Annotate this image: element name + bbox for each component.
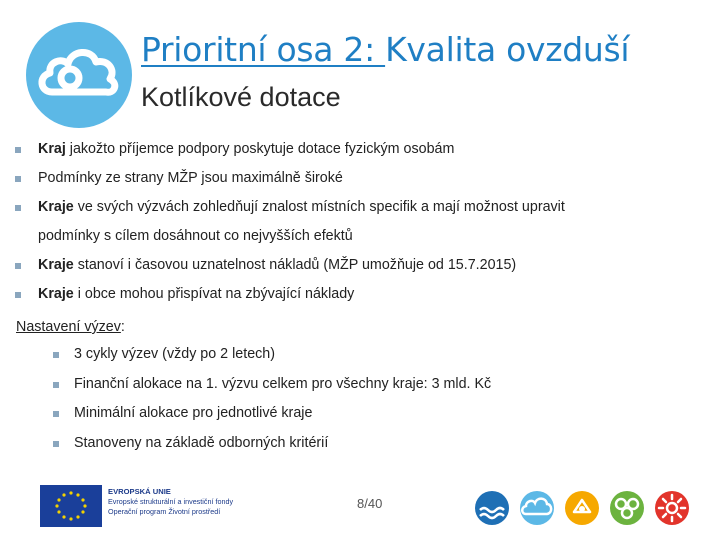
bullet-marker <box>53 411 59 417</box>
section-heading <box>16 319 125 335</box>
sub-bullet-text: Finanční alokace na 1. výzvu celkem pro všechny kraje: 3 mld. Kč <box>74 375 492 392</box>
sub-bullet-item <box>52 429 491 459</box>
bullet-text: i obce mohou přispívat na zbývající náklady <box>73 286 355 302</box>
sub-bullet-item <box>52 399 491 429</box>
bullet-bold: Kraje <box>38 286 74 302</box>
bullet-marker <box>53 382 59 388</box>
bullet-marker <box>15 292 21 298</box>
bullet-text: jakožto příjemce podpory poskytuje dotace fyzickým osobám <box>65 141 455 157</box>
bullet-item <box>14 193 678 251</box>
sub-bullet-item <box>52 340 491 370</box>
water-drop-icon <box>475 491 509 525</box>
priority-icons <box>470 488 715 528</box>
eu-flag-icon <box>40 485 102 527</box>
cloud-logo-icon <box>26 22 132 128</box>
bullet-marker <box>15 205 21 211</box>
bullet-marker <box>53 352 59 358</box>
sub-bullet-text: Stanoveny na základě odborných kritérií <box>74 434 329 451</box>
bullet-marker <box>53 441 59 447</box>
section-bullet-list <box>52 340 491 458</box>
bullet-continuation: podmínky s cílem dosáhnout co nejvyšších efektů <box>38 228 353 244</box>
bullet-item <box>14 135 678 164</box>
recycle-icon <box>565 491 599 525</box>
tree-icon <box>610 491 644 525</box>
title-suffix: Kvalita ovzduší <box>385 30 630 69</box>
eu-funding-text <box>108 487 233 517</box>
eu-line-2: Evropské strukturální a investiční fondy <box>108 497 234 506</box>
bullet-text: ve svých výzvách zohledňují znalost místních specifik a mají možnost upravit <box>73 199 565 215</box>
section-heading-colon: : <box>120 319 125 335</box>
sub-bullet-text: Minimální alokace pro jednotlivé kraje <box>74 405 313 421</box>
cloud-icon <box>520 491 554 525</box>
bullet-bold: Kraje <box>38 257 74 273</box>
bullet-bold: Kraje <box>38 199 74 215</box>
eu-line-1: EVROPSKÁ UNIE <box>108 487 171 496</box>
bullet-marker <box>15 263 21 269</box>
page-subtitle: Kotlíkové dotace <box>141 82 341 112</box>
page-title <box>141 30 629 69</box>
section-heading-label: Nastavení výzev <box>16 319 121 335</box>
eu-line-3: Operační program Životní prostředí <box>108 507 221 516</box>
sun-icon <box>655 491 689 525</box>
title-prefix: Prioritní osa 2: <box>141 30 386 69</box>
page-number: 8/40 <box>357 496 383 511</box>
bullet-marker <box>15 147 21 153</box>
bullet-text: stanoví i časovou uznatelnost nákladů (MŽP umožňuje od 15.7.2015) <box>73 257 517 273</box>
bullet-marker <box>15 176 21 182</box>
bullet-item <box>14 164 678 193</box>
sub-bullet-item <box>52 370 491 400</box>
sub-bullet-text: 3 cykly výzev (vždy po 2 letech) <box>74 346 276 362</box>
bullet-bold: Kraj <box>38 141 66 157</box>
bullet-item <box>14 251 678 280</box>
bullet-text: Podmínky ze strany MŽP jsou maximálně široké <box>38 170 343 186</box>
bullet-item <box>14 280 678 309</box>
main-bullet-list <box>14 135 678 309</box>
